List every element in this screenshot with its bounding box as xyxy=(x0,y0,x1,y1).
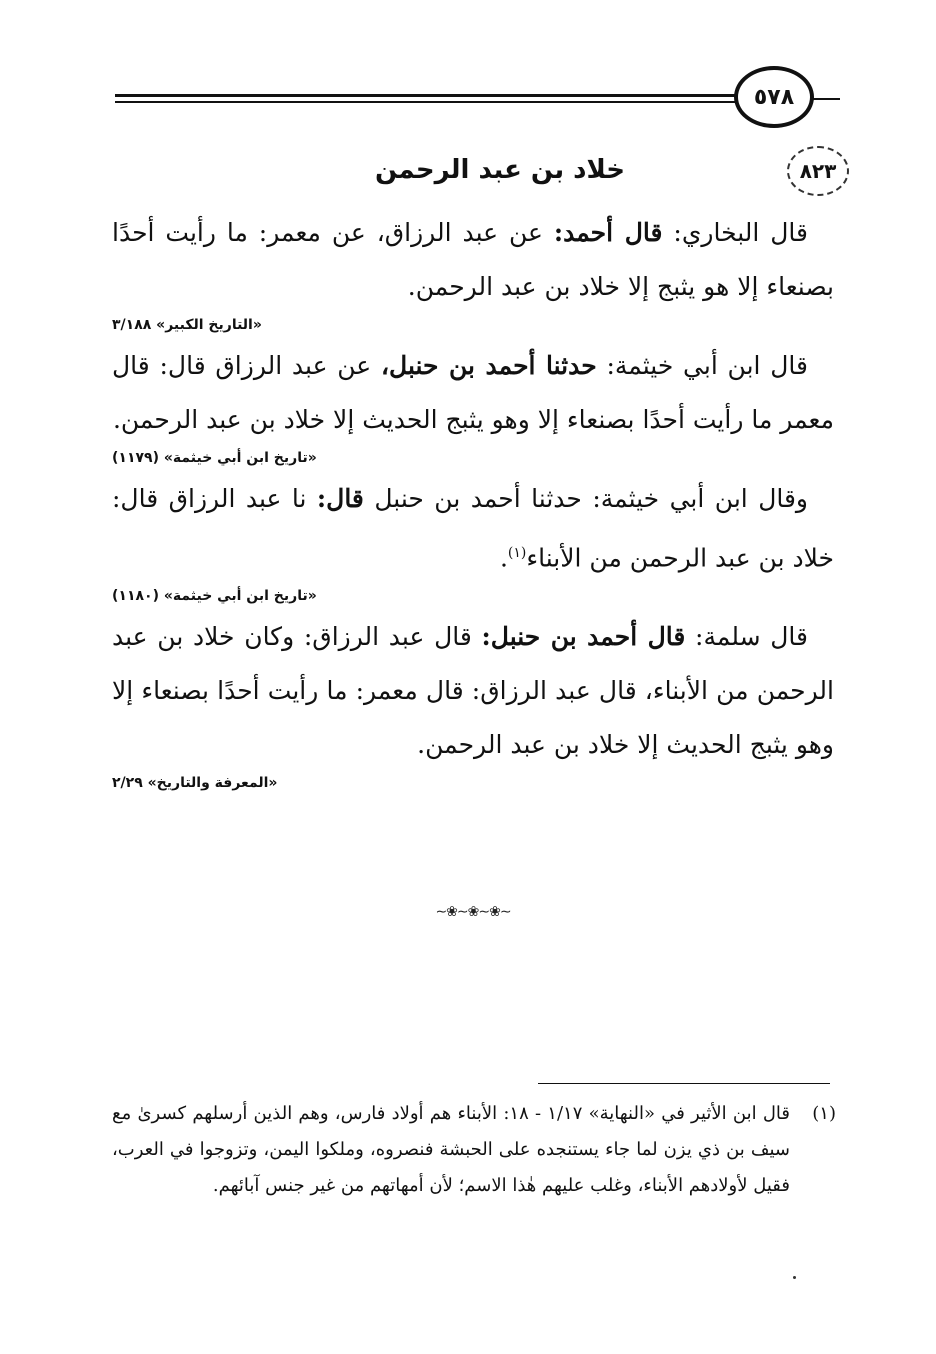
paragraph-bold-text: حدثنا أحمد بن حنبل، xyxy=(380,351,597,380)
footnote xyxy=(112,1096,834,1204)
paragraph-text: نا عبد الرزاق قال: خلاد بن عبد الرحمن من الأبناء xyxy=(112,484,834,573)
paragraph-text: قال عبد الرزاق: وكان خلاد بن عبد الرحمن من الأبناء، قال عبد الرزاق: قال معمر: ما رأيت أحدًا بصنعاء إلا وهو يثبج الحديث إلا خلاد بن عبد الرحمن. xyxy=(112,622,834,760)
footnote-number: (١) xyxy=(812,1103,836,1124)
entry-number-badge: ٨٢٣ xyxy=(787,146,849,196)
ornament-divider: ∽❀∽❀∽❀∽ xyxy=(435,904,511,920)
paragraph-text: قال البخاري: xyxy=(662,218,808,247)
paragraph-4 xyxy=(112,610,834,772)
page-number: ٥٧٨ xyxy=(734,66,814,128)
paragraph-text: . xyxy=(499,543,508,573)
paragraph-bold-text: قال أحمد بن حنبل: xyxy=(481,622,686,652)
source-citation: «المعرفة والتاريخ» ٢/٢٩ xyxy=(112,775,278,792)
source-citation: «تاريخ ابن أبي خيثمة» (١١٨٠) xyxy=(112,588,317,605)
paragraph-text: وقال ابن أبي خيثمة: حدثنا أحمد بن حنبل xyxy=(363,484,808,513)
source-citation: «تاريخ ابن أبي خيثمة» (١١٧٩) xyxy=(112,450,317,466)
header-rule-right xyxy=(812,98,840,100)
paragraph-2 xyxy=(112,339,834,447)
footnote-reference[interactable]: (١) xyxy=(507,545,527,561)
paragraph-bold-text: قال: xyxy=(316,484,364,513)
header-rule-top xyxy=(115,94,735,97)
paragraph-text: قال سلمة: xyxy=(685,622,809,652)
paragraph-text: قال ابن أبي خيثمة: xyxy=(596,351,808,380)
paragraph-1 xyxy=(112,206,834,314)
entry-title: خلاد بن عبد الرحمن xyxy=(375,155,625,185)
paragraph-text: عن عبد الرزاق، عن معمر: ما رأيت أحدًا بصنعاء إلا هو يثبج إلا خلاد بن عبد الرحمن. xyxy=(112,218,834,301)
footnote-rule xyxy=(538,1083,830,1084)
paragraph-text: عن عبد الرزاق قال: قال معمر ما رأيت أحدًا بصنعاء إلا وهو يثبج الحديث إلا خلاد بن عبد الرحمن. xyxy=(112,351,834,434)
paragraph-3 xyxy=(112,472,834,585)
main-content xyxy=(112,206,834,797)
paragraph-bold-text: قال أحمد: xyxy=(553,218,663,247)
header-rule-bottom xyxy=(115,101,735,103)
source-citation: «التاريخ الكبير» ٣/١٨٨ xyxy=(112,317,262,333)
footnote-text: قال ابن الأثير في «النهاية» ١/١٧ - ١٨: الأبناء هم أولاد فارس، وهم الذين أرسلهم كسرىٰ مع سيف بن ذي يزن لما جاء يستنجده على الحبشة فنصروه، وملكوا اليمن، وتزوجوا في العرب، فقيل لأولادهم الأبناء، وغلب عليهم هٰذا الاسم؛ لأن أمهاتهم من غير جنس آبائهم. xyxy=(112,1103,790,1196)
page-dot xyxy=(793,1276,796,1279)
